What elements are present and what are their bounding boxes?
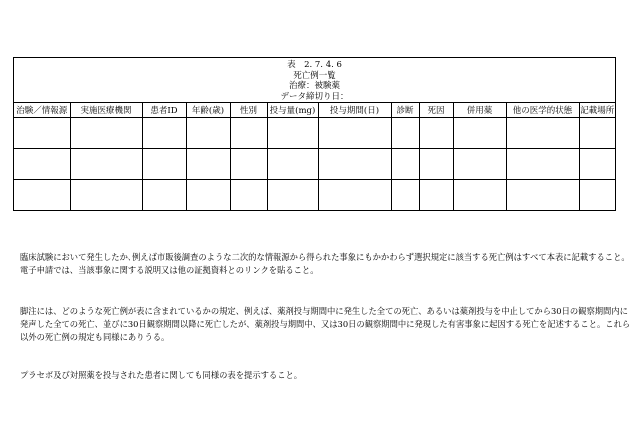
column-header-age: 年齢(歳) bbox=[186, 103, 230, 118]
table-cell bbox=[506, 118, 579, 149]
table-row bbox=[14, 149, 615, 180]
table-cell bbox=[142, 149, 186, 180]
table-cell bbox=[142, 180, 186, 211]
column-header-site: 実施医療機関 bbox=[70, 103, 142, 118]
column-header-study-source: 治験／情報源 bbox=[14, 103, 70, 118]
table-cell bbox=[579, 118, 615, 149]
death-listing-table bbox=[14, 102, 615, 210]
table-row bbox=[14, 180, 615, 211]
table-cell bbox=[267, 149, 318, 180]
note-line: 電子申請では、当該事象に関する説明又は他の証拠資料とのリンクを貼ること。 bbox=[20, 265, 319, 275]
table-cell bbox=[186, 180, 230, 211]
column-header-dose: 投与量(mg) bbox=[267, 103, 318, 118]
table-cell bbox=[453, 118, 506, 149]
table-cell bbox=[267, 118, 318, 149]
table-cell bbox=[419, 149, 453, 180]
note-line: 脚注には、どのような死亡例が表に含まれているかの規定、例えば、薬剤投与期間中に発生した全ての死亡、あるいは薬剤投与を中止してから30日の観察期間内に bbox=[20, 306, 628, 316]
table-cell bbox=[14, 118, 70, 149]
column-header-duration: 投与期間(日) bbox=[318, 103, 391, 118]
table-cell bbox=[70, 118, 142, 149]
note-line: 臨床試験において発生したか､例えば市販後調査のような二次的な情報源から得られた事象にもかかわらず選択規定に該当する死亡例はすべて本表に記載すること。 bbox=[20, 252, 630, 262]
table-cell bbox=[453, 149, 506, 180]
column-header-cause-of-death: 死因 bbox=[419, 103, 453, 118]
table-header-row bbox=[14, 103, 615, 118]
column-header-other-conditions: 他の医学的状態 bbox=[506, 103, 579, 118]
note-line: プラセボ及び対照薬を投与された患者に関しても同様の表を提示すること。 bbox=[20, 370, 303, 380]
data-cutoff-label: データ締切り日： bbox=[280, 91, 349, 102]
note-paragraph-footnotes bbox=[20, 305, 630, 344]
table-cell bbox=[142, 118, 186, 149]
table-cell bbox=[14, 149, 70, 180]
table-cell bbox=[391, 149, 419, 180]
table-cell bbox=[318, 118, 391, 149]
table-row bbox=[14, 118, 615, 149]
column-header-diagnosis: 診断 bbox=[391, 103, 419, 118]
table-cell bbox=[318, 149, 391, 180]
table-cell bbox=[267, 180, 318, 211]
table-cell bbox=[70, 149, 142, 180]
table-name: 死亡例一覧 bbox=[293, 70, 336, 81]
table-cell bbox=[419, 180, 453, 211]
table-cell bbox=[230, 180, 267, 211]
table-title-block bbox=[14, 58, 615, 102]
table-cell bbox=[419, 118, 453, 149]
table-cell bbox=[230, 149, 267, 180]
table-number: 表 2. 7. 4. 6 bbox=[287, 60, 342, 70]
note-line: 発声した全ての死亡、並びに30日観察期間以降に死亡したが、薬剤投与期間中、又は30日の観察期間中に発現した有害事象に起因する死亡を記述すること。これら bbox=[20, 319, 630, 329]
column-header-patient-id: 患者ID bbox=[142, 103, 186, 118]
table-cell bbox=[579, 149, 615, 180]
table-cell bbox=[186, 118, 230, 149]
note-line: 以外の死亡例の規定も同様にありうる。 bbox=[20, 332, 170, 342]
column-header-location: 記載場所 bbox=[579, 103, 615, 118]
table-cell bbox=[506, 180, 579, 211]
table-cell bbox=[453, 180, 506, 211]
table-cell bbox=[14, 180, 70, 211]
table-cell bbox=[391, 118, 419, 149]
note-paragraph-placebo bbox=[20, 369, 618, 382]
table-cell bbox=[579, 180, 615, 211]
table-cell bbox=[230, 118, 267, 149]
table-cell bbox=[186, 149, 230, 180]
table-cell bbox=[70, 180, 142, 211]
death-listing-table-frame bbox=[13, 57, 616, 211]
table-cell bbox=[318, 180, 391, 211]
table-cell bbox=[391, 180, 419, 211]
table-cell bbox=[506, 149, 579, 180]
treatment-label: 治療：被験薬 bbox=[288, 81, 340, 91]
column-header-concomitant-drugs: 併用薬 bbox=[453, 103, 506, 118]
note-paragraph-scope bbox=[20, 251, 630, 277]
column-header-sex: 性別 bbox=[230, 103, 267, 118]
